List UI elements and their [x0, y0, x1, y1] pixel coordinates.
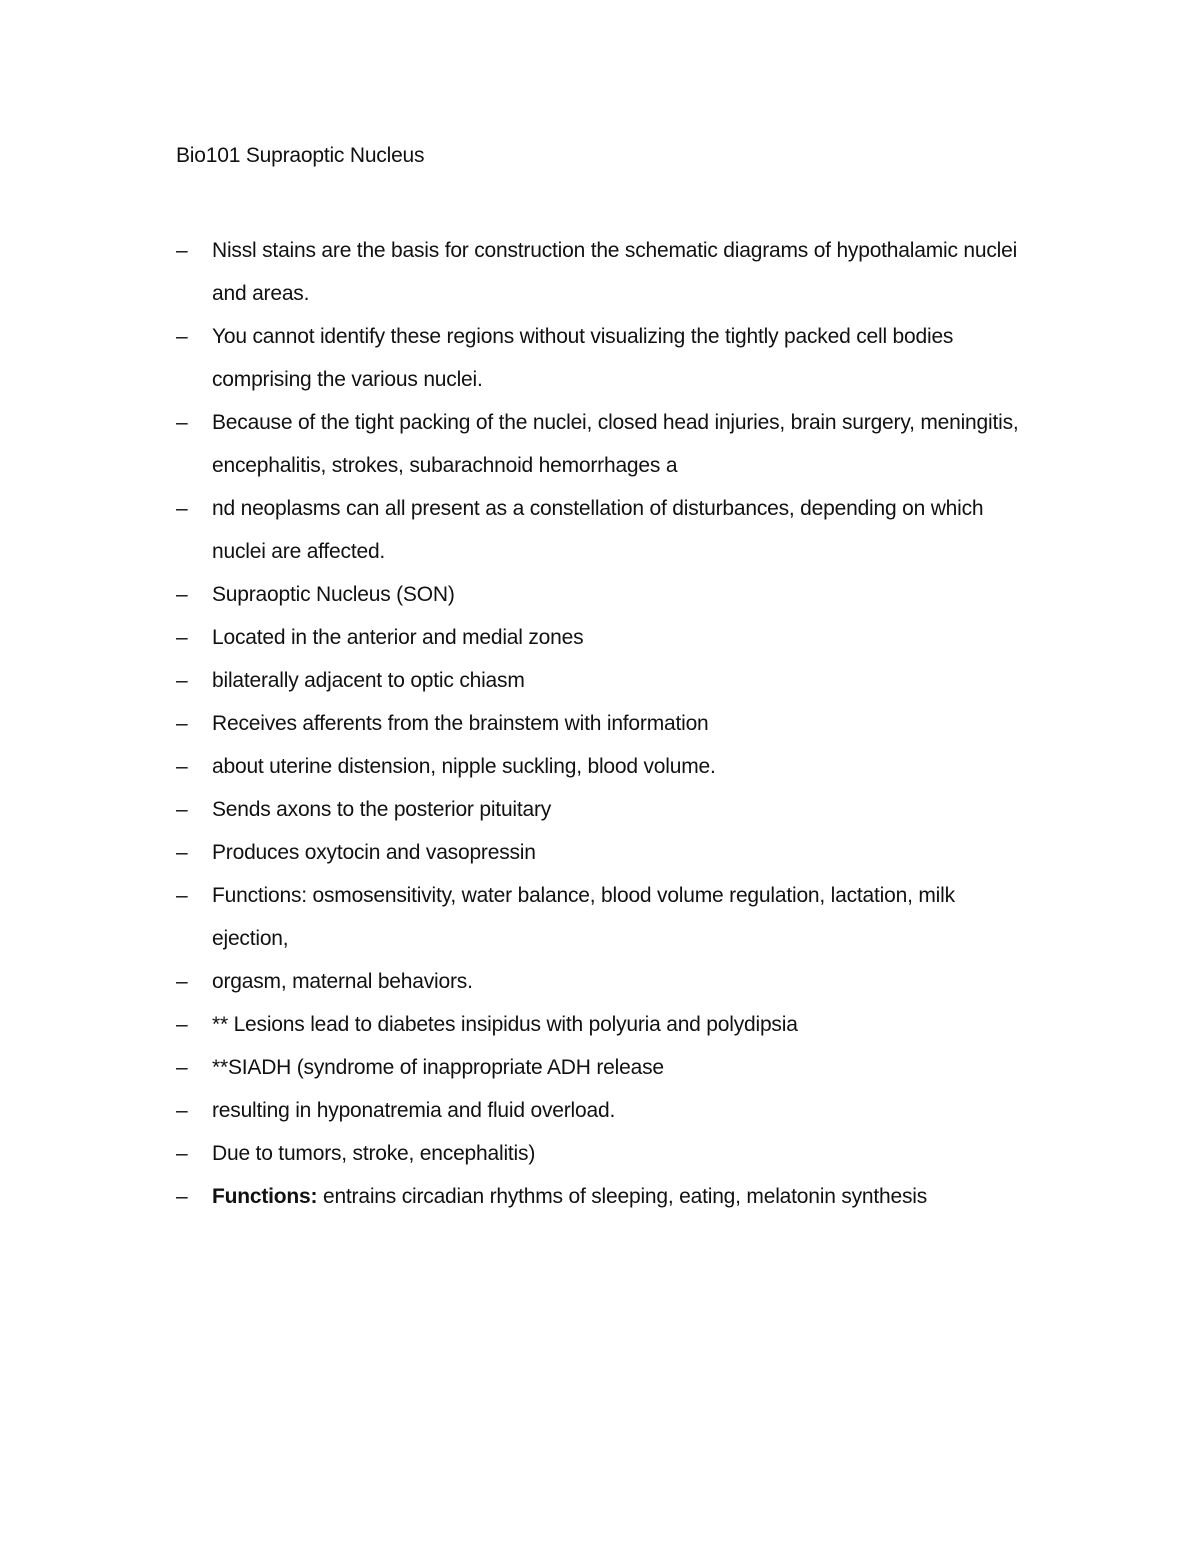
item-text-line: and areas. [212, 282, 310, 305]
list-item [176, 573, 1076, 616]
item-text-line: You cannot identify these regions without visualizing the tightly packed cell bodies [212, 325, 954, 348]
item-text-line: encephalitis, strokes, subarachnoid hemorrhages a [212, 454, 678, 477]
item-text-line: orgasm, maternal behaviors. [212, 970, 473, 993]
list-item [176, 1089, 1076, 1132]
item-text-line: about uterine distension, nipple suckling, blood volume. [212, 755, 716, 778]
list-item [176, 315, 1076, 401]
item-text-line: bilaterally adjacent to optic chiasm [212, 669, 525, 692]
dash-bullet-icon: – [176, 239, 188, 262]
list-item [176, 1132, 1076, 1175]
dash-bullet-icon: – [176, 970, 188, 993]
item-text-line: **SIADH (syndrome of inappropriate ADH release [212, 1056, 664, 1079]
list-item [176, 874, 1076, 960]
item-text-line: nd neoplasms can all present as a constellation of disturbances, depending on which [212, 497, 984, 520]
list-item [176, 831, 1076, 874]
list-item [176, 960, 1076, 1003]
dash-bullet-icon: – [176, 497, 188, 520]
list-item [176, 401, 1076, 487]
list-item [176, 616, 1076, 659]
item-text-line: ejection, [212, 927, 289, 950]
item-text-line [212, 1175, 1076, 1218]
item-text-line: Sends axons to the posterior pituitary [212, 798, 552, 821]
dash-bullet-icon: – [176, 626, 188, 649]
item-text-line: Because of the tight packing of the nuclei, closed head injuries, brain surgery, meningitis, [212, 411, 1019, 434]
document-title: Bio101 Supraoptic Nucleus [176, 144, 425, 167]
item-text-line: Produces oxytocin and vasopressin [212, 841, 536, 864]
list-item [176, 659, 1076, 702]
item-text-line: nuclei are affected. [212, 540, 386, 563]
item-text-line: Nissl stains are the basis for construction the schematic diagrams of hypothalamic nuclei [212, 239, 1018, 262]
list-item [176, 1003, 1076, 1046]
item-text-line: Functions: osmosensitivity, water balance, blood volume regulation, lactation, milk [212, 884, 955, 907]
dash-bullet-icon: – [176, 669, 188, 692]
item-text-line: resulting in hyponatremia and fluid overload. [212, 1099, 616, 1122]
dash-bullet-icon: – [176, 1056, 188, 1079]
item-text: entrains circadian rhythms of sleeping, eating, melatonin synthesis [317, 1185, 928, 1208]
list-item [176, 1046, 1076, 1089]
bold-label: Functions: [212, 1185, 318, 1208]
dash-bullet-icon: – [176, 798, 188, 821]
dash-bullet-icon: – [176, 1185, 188, 1208]
item-text-line: Receives afferents from the brainstem with information [212, 712, 709, 735]
item-text-line: ** Lesions lead to diabetes insipidus with polyuria and polydipsia [212, 1013, 798, 1036]
dash-bullet-icon: – [176, 1142, 188, 1165]
item-text-line: comprising the various nuclei. [212, 368, 483, 391]
dash-bullet-icon: – [176, 755, 188, 778]
dash-bullet-icon: – [176, 841, 188, 864]
item-text-line: Located in the anterior and medial zones [212, 626, 584, 649]
dash-bullet-icon: – [176, 583, 188, 606]
dash-bullet-icon: – [176, 411, 188, 434]
dash-bullet-icon: – [176, 325, 188, 348]
item-text-line: Due to tumors, stroke, encephalitis) [212, 1142, 536, 1165]
dash-bullet-icon: – [176, 884, 188, 907]
list-item [176, 1175, 1076, 1218]
list-item [176, 788, 1076, 831]
dash-bullet-icon: – [176, 1013, 188, 1036]
dash-bullet-icon: – [176, 712, 188, 735]
item-text-line: Supraoptic Nucleus (SON) [212, 583, 455, 606]
list-item [176, 745, 1076, 788]
list-item [176, 702, 1076, 745]
list-item [176, 487, 1076, 573]
bullet-list [176, 229, 1076, 1218]
dash-bullet-icon: – [176, 1099, 188, 1122]
list-item [176, 229, 1076, 315]
